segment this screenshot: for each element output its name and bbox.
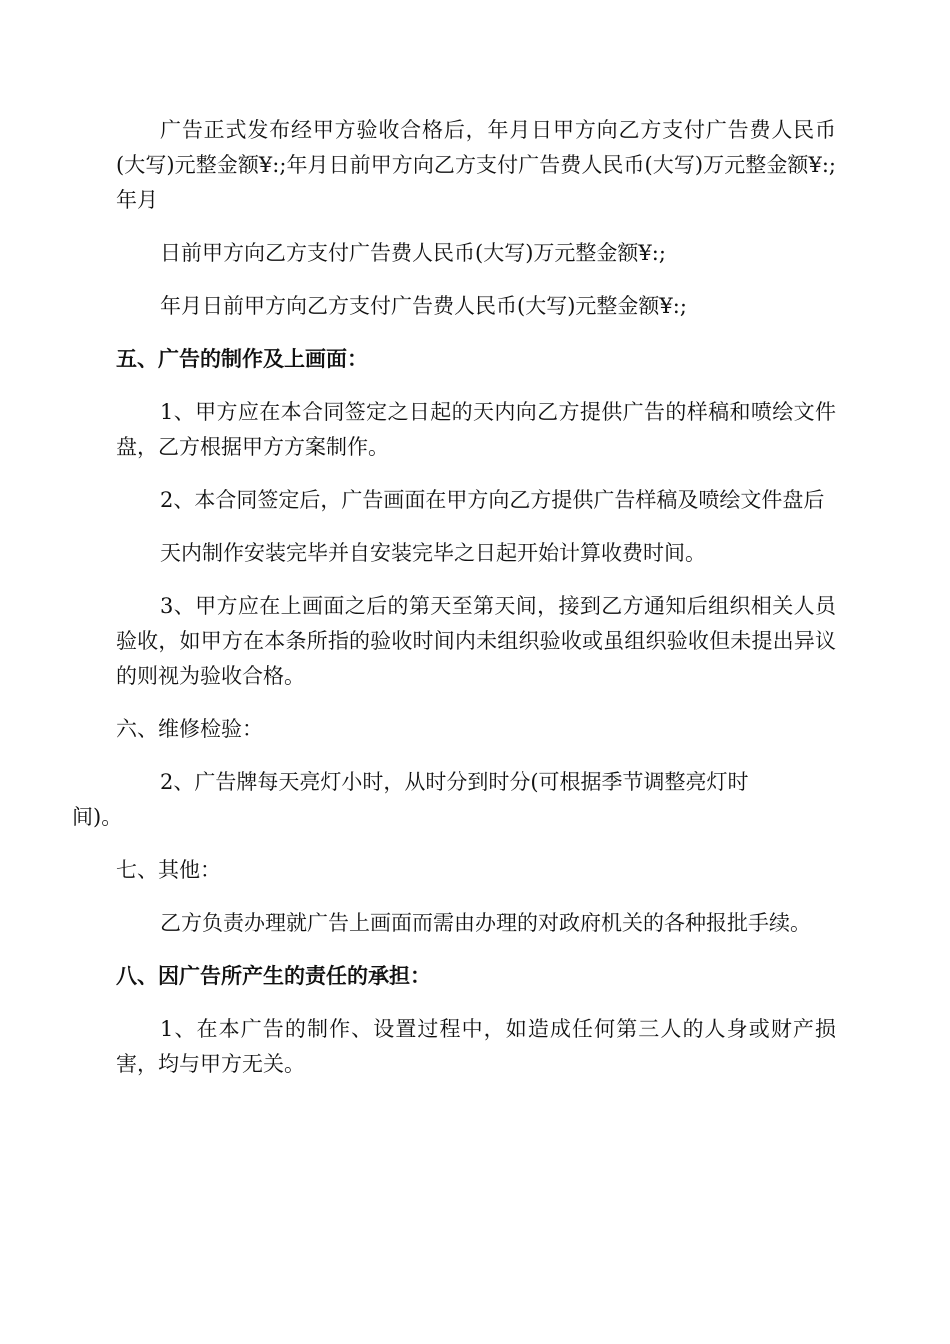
clause-5-1: 1、甲方应在本合同签定之日起的天内向乙方提供广告的样稿和喷绘文件盘，乙方根据甲方方案制作。	[116, 400, 836, 459]
clause-5-2: 2、本合同签定后，广告画面在甲方向乙方提供广告样稿及喷绘文件盘后	[160, 488, 825, 512]
paragraph-payment-2: 日前甲方向乙方支付广告费人民币(大写)万元整金额¥:;	[160, 241, 666, 265]
clause-7: 乙方负责办理就广告上画面而需由办理的对政府机关的各种报批手续。	[160, 911, 811, 935]
clause-5-3: 3、甲方应在上画面之后的第天至第天间，接到乙方通知后组织相关人员验收，如甲方在本条所指的验收时间内未组织验收或虽组织验收但未提出异议的则视为验收合格。	[116, 594, 836, 688]
clause-6-2	[72, 765, 836, 835]
clause-8-1: 1、在本广告的制作、设置过程中，如造成任何第三人的人身或财产损害，均与甲方无关。	[116, 1017, 836, 1076]
clause-6-2-line-1: 2、广告牌每天亮灯小时，从时分到时分(可根据季节调整亮灯时	[160, 770, 749, 794]
section-heading-6: 六、维修检验：	[116, 717, 263, 741]
clause-5-2-continued: 天内制作安装完毕并自安装完毕之日起开始计算收费时间。	[160, 541, 706, 565]
clause-6-2-line-2: 间)。	[72, 805, 123, 829]
paragraph-payment-3: 年月日前甲方向乙方支付广告费人民币(大写)元整金额¥:;	[160, 294, 687, 318]
document-page	[72, 113, 836, 1100]
section-heading-7: 七、其他：	[116, 858, 221, 882]
paragraph-payment-terms: 广告正式发布经甲方验收合格后，年月日甲方向乙方支付广告费人民币(大写)元整金额¥:;年月日前甲方向乙方支付广告费人民币(大写)万元整金额¥:;年月	[116, 118, 836, 212]
section-heading-8: 八、因广告所产生的责任的承担：	[116, 964, 431, 988]
section-heading-5: 五、广告的制作及上画面：	[116, 347, 368, 371]
